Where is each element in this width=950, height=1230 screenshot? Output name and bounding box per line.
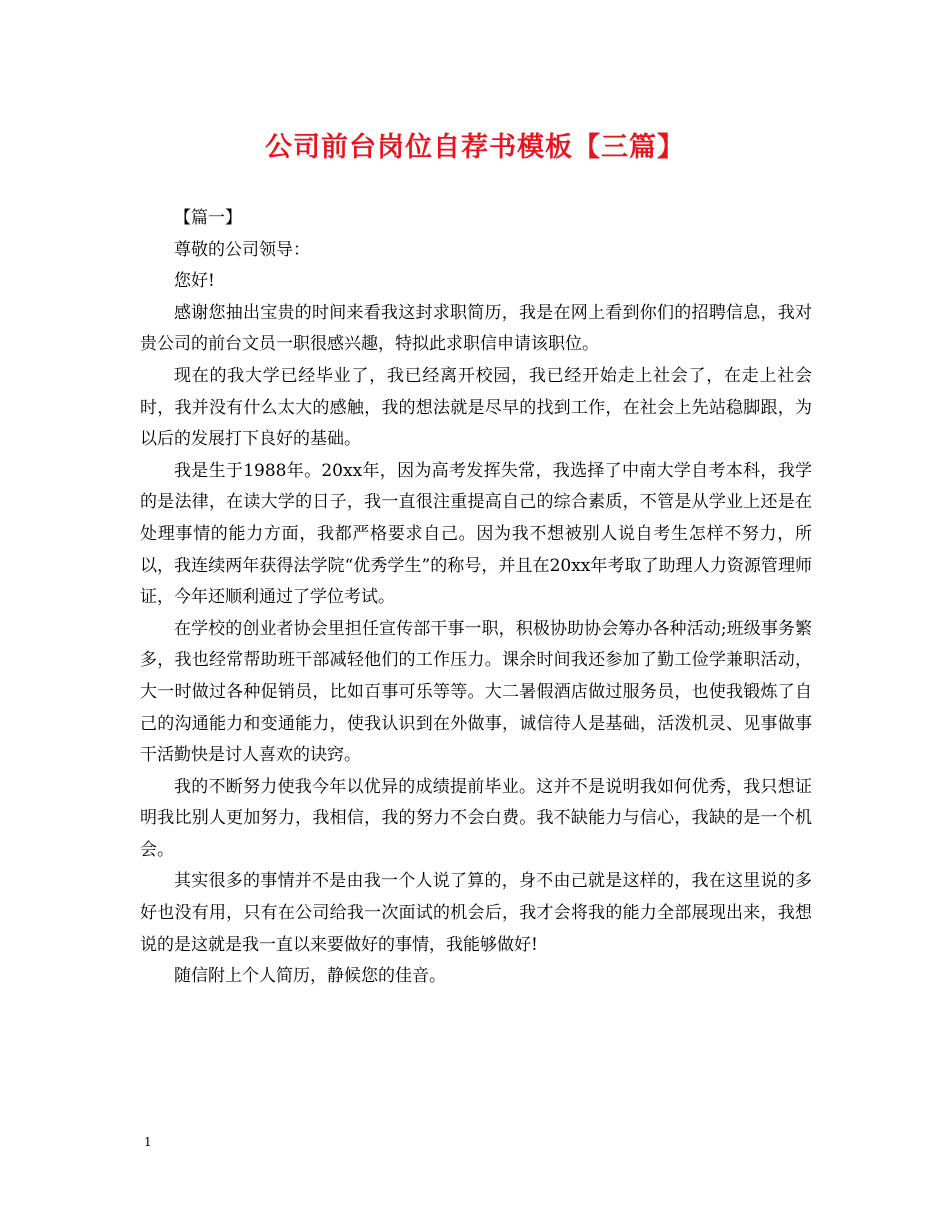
greeting: 您好! [174,271,215,292]
salutation: 尊敬的公司领导： [174,239,310,260]
section-heading: 【篇一】 [174,208,242,228]
closing-paragraph: 随信附上个人简历，静候您的佳音。 [174,966,446,987]
page-number: 1 [144,1135,152,1149]
body-paragraph: 现在的我大学已经毕业了，我已经离开校园，我已经开始走上社会了，在走上社会时，我并没有什么太大的感触，我的想法就是尽早的找到工作，在社会上先站稳脚跟，为以后的发展打下良好的基础。 [140,365,812,450]
body-paragraph: 在学校的创业者协会里担任宣传部干事一职，积极协助协会筹办各种活动;班级事务繁多，我也经常帮助班干部减轻他们的工作压力。课余时间我还参加了勤工俭学兼职活动，大一时做过各种促销员，比如百事可乐等等。大二暑假酒店做过服务员，也使我锻炼了自己的沟通能力和变通能力，使我认识到在外做事，诚信待人是基础，活泼机灵、见事做事干活勤快是讨人喜欢的诀窍。 [140,618,812,766]
body-paragraph: 其实很多的事情并不是由我一个人说了算的，身不由己就是这样的，我在这里说的多好也没有用，只有在公司给我一次面试的机会后，我才会将我的能力全部展现出来，我想说的是这就是我一直以来要做好的事情，我能够做好! [140,871,812,955]
body-paragraph: 我是生于1988年。20xx年，因为高考发挥失常，我选择了中南大学自考本科，我学的是法律，在读大学的日子，我一直很注重提高自己的综合素质，不管是从学业上还是在处理事情的能力方面，我都严格要求自己。因为我不想被别人说自考生怎样不努力，所以，我连续两年获得法学院“优秀学生”的称号，并且在20xx年考取了助理人力资源管理师证，今年还顺利通过了学位考试。 [140,460,812,608]
document-title: 公司前台岗位自荐书模板【三篇】 [265,132,685,163]
body-paragraph: 我的不断努力使我今年以优异的成绩提前毕业。这并不是说明我如何优秀，我只想证明我比别人更加努力，我相信，我的努力不会白费。我不缺能力与信心，我缺的是一个机会。 [140,776,812,860]
body-paragraph: 感谢您抽出宝贵的时间来看我这封求职简历，我是在网上看到你们的招聘信息，我对贵公司的前台文员一职很感兴趣，特拟此求职信申请该职位。 [140,302,812,355]
document-body [140,203,812,993]
